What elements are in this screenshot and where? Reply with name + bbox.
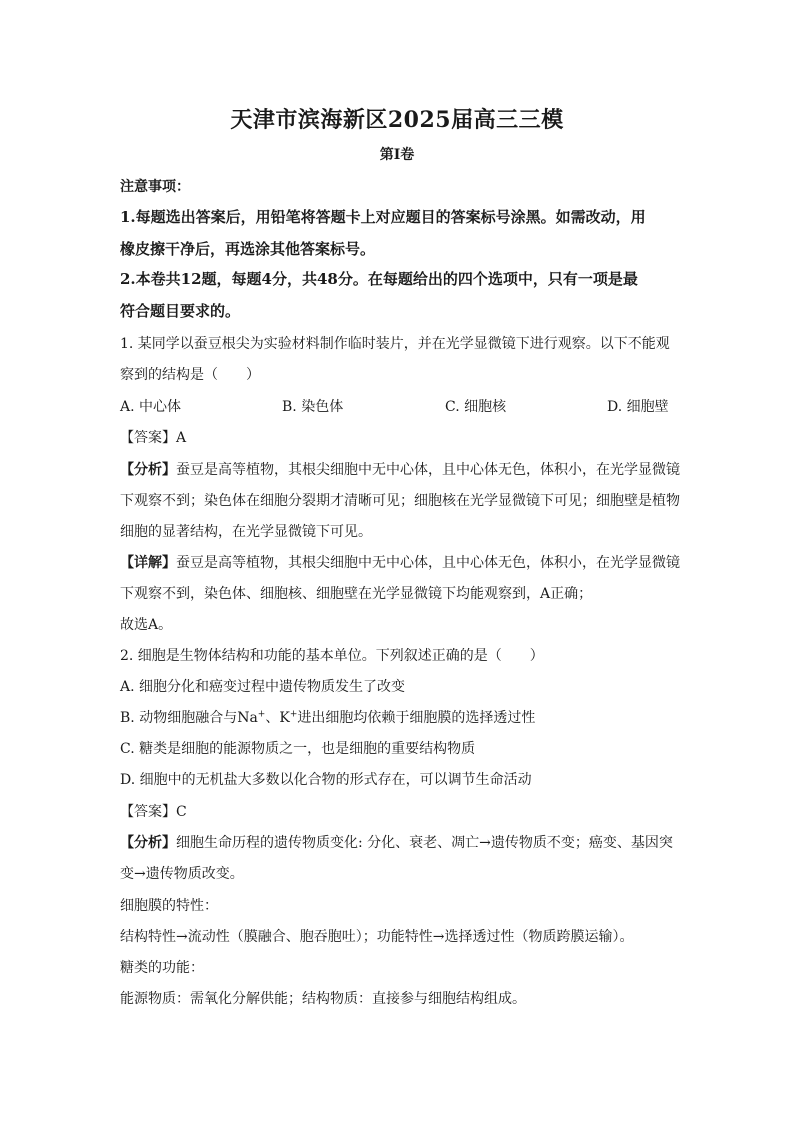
q1-analysis-line3: 细胞的显著结构，在光学显微镜下可见。 bbox=[120, 524, 372, 540]
notice-item2-line1: 2.本卷共12题，每题4分，共48分。在每题给出的四个选项中，只有一项是最 bbox=[120, 270, 638, 288]
q2-option-b-post: 进出细胞均依赖于细胞膜的选择透过性 bbox=[297, 710, 536, 726]
q1-detail-tag: 【详解】 bbox=[120, 555, 176, 571]
q1-analysis-line1 bbox=[120, 459, 680, 479]
q2-sugar-heading: 糖类的功能： bbox=[120, 960, 204, 976]
q1-analysis-tag: 【分析】 bbox=[120, 462, 176, 478]
q2-option-c: C. 糖类是细胞的能源物质之一，也是细胞的重要结构物质 bbox=[120, 741, 476, 757]
q1-option-a: A. 中心体 bbox=[120, 399, 182, 415]
q2-membrane-heading: 细胞膜的特性： bbox=[120, 898, 218, 914]
q2-option-b-sup2: + bbox=[289, 709, 298, 720]
q2-membrane-line: 结构特性→流动性（膜融合、胞吞胞吐）；功能特性→选择透过性（物质跨膜运输）。 bbox=[120, 929, 634, 945]
page-subtitle: 第I卷 bbox=[379, 147, 415, 163]
page-title: 天津市滨海新区2025届高三三模 bbox=[230, 107, 564, 133]
q2-analysis-text1: 细胞生命历程的遗传物质变化: 分化、衰老、凋亡→遗传物质不变；癌变、基因突 bbox=[176, 835, 673, 851]
notice-item1-line2: 橡皮擦干净后，再选涂其他答案标号。 bbox=[120, 240, 376, 258]
q2-option-a: A. 细胞分化和癌变过程中遗传物质发生了改变 bbox=[120, 679, 406, 695]
q2-answer: 【答案】C bbox=[120, 804, 187, 820]
q1-detail-line1 bbox=[120, 552, 680, 572]
q1-option-c: C. 细胞核 bbox=[445, 399, 507, 415]
q2-option-b-mid: 、K bbox=[265, 710, 290, 726]
q1-option-b: B. 染色体 bbox=[282, 399, 344, 415]
q1-answer: 【答案】A bbox=[120, 430, 187, 446]
q2-option-d: D. 细胞中的无机盐大多数以化合物的形式存在，可以调节生命活动 bbox=[120, 772, 532, 788]
q1-detail-text1: 蚕豆是高等植物，其根尖细胞中无中心体，且中心体无色，体积小，在光学显微镜 bbox=[176, 555, 680, 571]
q2-analysis-tag: 【分析】 bbox=[120, 835, 176, 851]
notice-item2-line2: 符合题目要求的。 bbox=[120, 302, 241, 320]
q1-analysis-line2: 下观察不到；染色体在细胞分裂期才清晰可见；细胞核在光学显微镜下可见；细胞壁是植物 bbox=[120, 493, 680, 509]
q2-sugar-line: 能源物质：需氧化分解供能；结构物质：直接参与细胞结构组成。 bbox=[120, 991, 526, 1007]
q2-option-b-pre: B. 动物细胞融合与Na bbox=[120, 710, 258, 726]
q2-option-b-sup1: + bbox=[257, 709, 266, 720]
notice-heading: 注意事项： bbox=[120, 179, 190, 195]
q1-conclusion: 故选A。 bbox=[120, 617, 173, 633]
q1-stem-line1: 1. 某同学以蚕豆根尖为实验材料制作临时装片，并在光学显微镜下进行观察。以下不能观 bbox=[120, 336, 670, 352]
q1-stem-line2: 察到的结构是（ ） bbox=[120, 367, 260, 383]
q2-analysis-line1 bbox=[120, 832, 680, 852]
q1-detail-line2: 下观察不到，染色体、细胞核、细胞壁在光学显微镜下均能观察到，A正确； bbox=[120, 586, 593, 602]
q2-option-b bbox=[120, 707, 680, 727]
notice-item1-line1: 1.每题选出答案后，用铅笔将答题卡上对应题目的答案标号涂黑。如需改动，用 bbox=[120, 208, 646, 226]
q1-option-d: D. 细胞壁 bbox=[607, 399, 669, 415]
q2-stem: 2. 细胞是生物体结构和功能的基本单位。下列叙述正确的是（ ） bbox=[120, 648, 544, 664]
q2-analysis-line2: 变→遗传物质改变。 bbox=[120, 866, 244, 882]
q1-analysis-text1: 蚕豆是高等植物，其根尖细胞中无中心体，且中心体无色，体积小，在光学显微镜 bbox=[176, 462, 680, 478]
